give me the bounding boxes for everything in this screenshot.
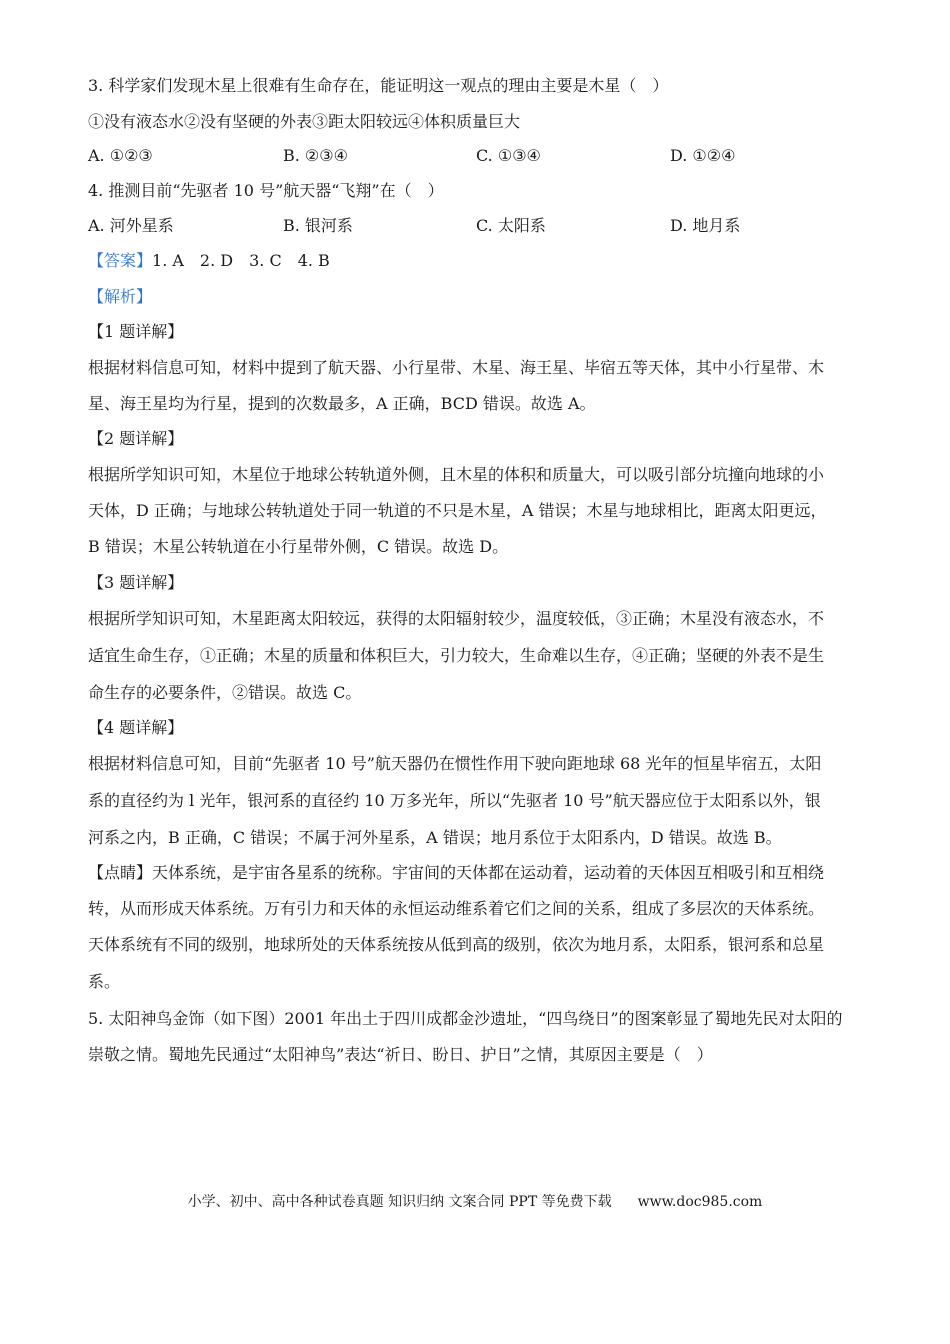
- detail2-line: 根据所学知识可知，木星位于地球公转轨道外侧，且木星的体积和质量大，可以吸引部分坑撞向地球的小: [88, 465, 825, 484]
- page-footer: [0, 1193, 950, 1211]
- detail4-line: 系的直径约为 l 光年，银河系的直径约 10 万多光年，所以“先驱者 10 号”航天器应位于太阳系以外，银: [88, 791, 821, 810]
- detail2-line: 天体，D 正确；与地球公转轨道处于同一轨道的不只是木星，A 错误；木星与地球相比，距离太阳更远，: [88, 501, 827, 520]
- q4-option-b: B. 银河系: [283, 216, 353, 235]
- answer-text: 1. A 2. D 3. C 4. B: [152, 251, 330, 270]
- answer-label: 【答案】: [88, 251, 153, 270]
- highlight-line: 转，从而形成天体系统。万有引力和天体的永恒运动维系着它们之间的关系，组成了多层次的天体系统。: [88, 899, 825, 918]
- highlight-label: 【点睛】: [88, 863, 153, 882]
- q4-options: [88, 215, 868, 237]
- q4-stem: 4. 推测目前“先驱者 10 号”航天器“飞翔”在（ ）: [88, 181, 444, 200]
- analysis-label: 【解析】: [88, 287, 153, 306]
- q3-option-b: B. ②③④: [283, 146, 348, 165]
- q3-options: [88, 145, 868, 167]
- q3-stem: 3. 科学家们发现木星上很难有生命存在，能证明这一观点的理由主要是木星（ ）: [88, 76, 669, 95]
- highlight-line: 系。: [88, 972, 121, 991]
- detail4-line: 根据材料信息可知，目前“先驱者 10 号”航天器仍在惯性作用下驶向距地球 68 光年的恒星毕宿五，太阳: [88, 754, 822, 773]
- detail2-line: B 错误；木星公转轨道在小行星带外侧，C 错误。故选 D。: [88, 537, 509, 556]
- footer-site-link[interactable]: www.doc985.com: [637, 1194, 763, 1210]
- detail3-line: 根据所学知识可知，木星距离太阳较远，获得的太阳辐射较少，温度较低，③正确；木星没有液态水，不: [88, 609, 825, 628]
- q3-option-d: D. ①②④: [670, 146, 736, 165]
- q4-option-c: C. 太阳系: [476, 216, 546, 235]
- q4-option-d: D. 地月系: [670, 216, 741, 235]
- detail4-line: 河系之内，B 正确，C 错误；不属于河外星系，A 错误；地月系位于太阳系内，D 错误。故选 B。: [88, 828, 782, 847]
- detail4-heading: 【4 题详解】: [88, 718, 184, 737]
- q4-option-a: A. 河外星系: [88, 216, 174, 235]
- highlight-line: 天体系统有不同的级别，地球所处的天体系统按从低到高的级别，依次为地月系，太阳系，银河系和总星: [88, 935, 825, 954]
- detail3-heading: 【3 题详解】: [88, 573, 184, 592]
- detail3-line: 适宜生命生存，①正确；木星的质量和体积巨大，引力较大，生命难以生存，④正确；坚硬的外表不是生: [88, 646, 825, 665]
- detail3-line: 命生存的必要条件，②错误。故选 C。: [88, 683, 362, 702]
- q3-statements: ①没有液态水②没有坚硬的外表③距太阳较远④体积质量巨大: [88, 112, 521, 131]
- q3-option-c: C. ①③④: [476, 146, 541, 165]
- detail1-heading: 【1 题详解】: [88, 322, 184, 341]
- q5-line: 5. 太阳神鸟金饰（如下图）2001 年出土于四川成都金沙遗址，“四鸟绕日”的图案彰显了蜀地先民对太阳的: [88, 1009, 843, 1028]
- detail1-line: 星、海王星均为行星，提到的次数最多，A 正确，BCD 错误。故选 A。: [88, 394, 596, 413]
- q5-line: 崇敬之情。蜀地先民通过“太阳神鸟”表达“祈日、盼日、护日”之情，其原因主要是（ ）: [88, 1045, 713, 1064]
- highlight-line: [88, 862, 868, 884]
- highlight-text: 天体系统，是宇宙各星系的统称。宇宙间的天体都在运动着，运动着的天体因互相吸引和互相绕: [152, 863, 825, 882]
- detail1-line: 根据材料信息可知，材料中提到了航天器、小行星带、木星、海王星、毕宿五等天体，其中小行星带、木: [88, 358, 825, 377]
- footer-text: 小学、初中、高中各种试卷真题 知识归纳 文案合同 PPT 等免费下载: [187, 1194, 612, 1210]
- q3-option-a: A. ①②③: [88, 146, 153, 165]
- answer-line: [88, 250, 868, 272]
- detail2-heading: 【2 题详解】: [88, 429, 184, 448]
